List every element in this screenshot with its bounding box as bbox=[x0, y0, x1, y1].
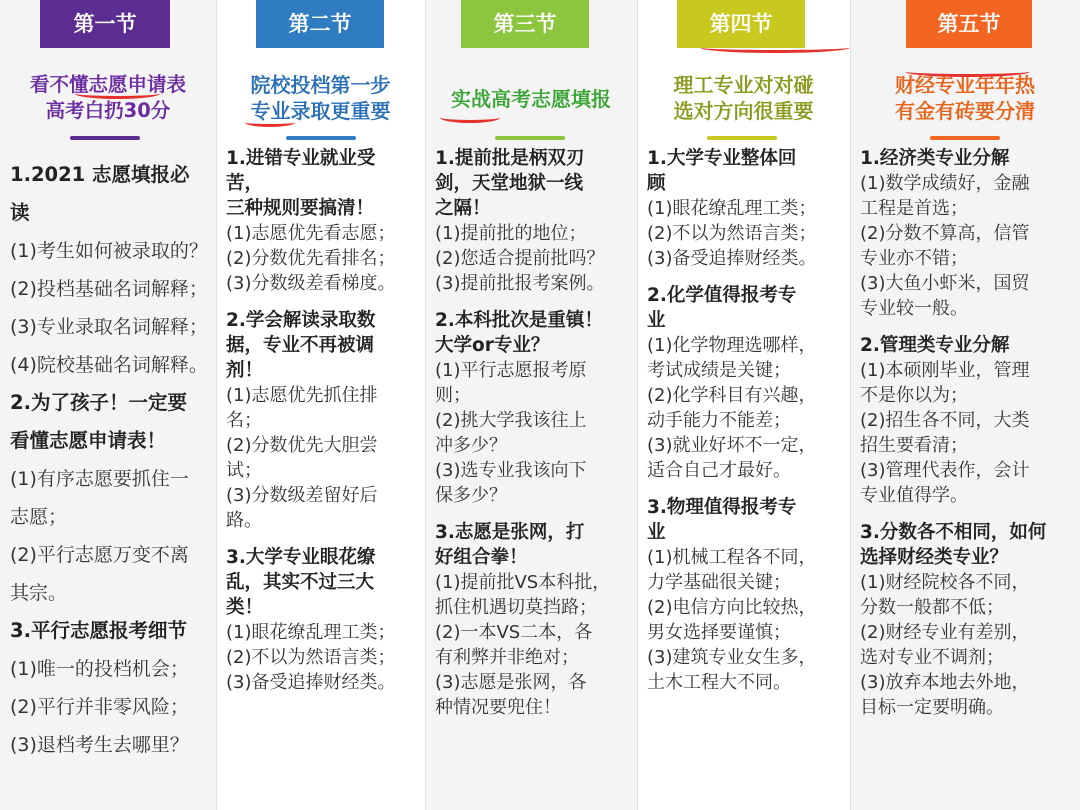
topic-item: (2)分数优先大胆尝 bbox=[226, 435, 378, 456]
topic-heading: 2.化学值得报考专 bbox=[647, 285, 797, 306]
subtitle-underline bbox=[495, 136, 565, 140]
topic-item: 保多少？ bbox=[435, 485, 507, 506]
topic-item: (2)招生各不同，大类 bbox=[860, 410, 1030, 431]
topic-heading: 2.学会解读录取数 bbox=[226, 310, 376, 331]
topic-item: (3)备受追捧财经类。 bbox=[647, 248, 817, 269]
spacer bbox=[435, 296, 633, 308]
subtitle-line: 财经专业年年热 bbox=[895, 73, 1035, 97]
topic-heading: 剂！ bbox=[226, 360, 264, 381]
topic-item: 分数一般都不低； bbox=[860, 597, 1004, 618]
topic-item: 动手能力不能差； bbox=[647, 410, 791, 431]
topic-item: (3)建筑专业女生多， bbox=[647, 647, 817, 668]
red-highlight-mark bbox=[700, 42, 850, 53]
section-subtitle bbox=[850, 72, 1080, 124]
column-1 bbox=[0, 0, 216, 810]
topic-item: 专业值得学。 bbox=[860, 485, 968, 506]
topic-item: 招生要看清； bbox=[860, 435, 968, 456]
topic-item: (3)专业录取名词解释； bbox=[10, 316, 208, 338]
topic-heading: 看懂志愿申请表！ bbox=[10, 429, 167, 452]
topic-heading: 2.管理类专业分解 bbox=[860, 335, 1010, 356]
column-4 bbox=[637, 0, 850, 810]
section-subtitle bbox=[637, 72, 850, 124]
topic-item: (1)唯一的投档机会； bbox=[10, 658, 189, 680]
topic-heading: 1.经济类专业分解 bbox=[860, 148, 1010, 169]
subtitle-underline bbox=[70, 136, 140, 140]
topic-heading: 大学or专业？ bbox=[435, 335, 550, 356]
topic-item: 选对专业不调剂； bbox=[860, 647, 1004, 668]
topic-heading: 据，专业不再被调 bbox=[226, 335, 375, 356]
topic-item: (3)就业好坏不一定， bbox=[647, 435, 817, 456]
topic-item: (1)财经院校各不同， bbox=[860, 572, 1030, 593]
topic-item: (2)电信方向比较热， bbox=[647, 597, 817, 618]
topic-item: (1)志愿优先看志愿； bbox=[226, 223, 396, 244]
topic-item: 工程是首选； bbox=[860, 198, 968, 219]
topic-item: 适合自己才最好。 bbox=[647, 460, 791, 481]
subtitle-line: 选对方向很重要 bbox=[673, 99, 814, 123]
topic-heading: 1.提前批是柄双刃 bbox=[435, 148, 585, 169]
section-tab: 第三节 bbox=[461, 0, 589, 48]
topic-item: (1)眼花缭乱理工类； bbox=[226, 622, 396, 643]
topic-item: (3)分数级差看梯度。 bbox=[226, 273, 396, 294]
topic-heading: 三种规则要搞清！ bbox=[226, 198, 375, 219]
topic-heading: 业 bbox=[647, 310, 666, 331]
topic-item: (3)备受追捧财经类。 bbox=[226, 672, 396, 693]
topic-item: (1)有序志愿要抓住一 bbox=[10, 468, 189, 490]
subtitle-underline bbox=[286, 136, 356, 140]
spacer bbox=[435, 508, 633, 520]
topic-item: (1)化学物理选哪样， bbox=[647, 335, 817, 356]
topic-item: (2)不以为然语言类； bbox=[647, 223, 817, 244]
red-highlight-mark bbox=[440, 112, 500, 123]
section-subtitle bbox=[216, 72, 425, 124]
red-highlight-mark bbox=[75, 88, 160, 99]
topic-item: 志愿； bbox=[10, 506, 68, 528]
column-divider bbox=[425, 0, 426, 810]
topic-item: (1)平行志愿报考原 bbox=[435, 360, 587, 381]
red-highlight-mark bbox=[905, 66, 1030, 77]
topic-heading: 选择财经类专业？ bbox=[860, 547, 1009, 568]
topic-heading: 3.大学专业眼花缭 bbox=[226, 547, 376, 568]
topic-heading: 业 bbox=[647, 522, 666, 543]
topic-heading: 3.物理值得报考专 bbox=[647, 497, 797, 518]
topic-item: (3)退档考生去哪里？ bbox=[10, 734, 189, 756]
topic-item: (1)提前批VS本科批， bbox=[435, 572, 611, 593]
topic-item: 不是你以为； bbox=[860, 385, 968, 406]
topic-item: (2)分数优先看排名； bbox=[226, 248, 396, 269]
topic-item: (3)大鱼小虾米，国贸 bbox=[860, 273, 1030, 294]
subtitle-line: 高考白扔30分 bbox=[45, 99, 171, 122]
topic-heading: 2.为了孩子！一定要 bbox=[10, 391, 187, 414]
topic-heading: 3.志愿是张网，打 bbox=[435, 522, 585, 543]
section-body bbox=[647, 146, 846, 695]
topic-heading: 3.平行志愿报考细节 bbox=[10, 619, 187, 642]
topic-item: (3)提前批报考案例。 bbox=[435, 273, 605, 294]
topic-item: 男女选择要谨慎； bbox=[647, 622, 791, 643]
topic-heading: 之隔！ bbox=[435, 198, 491, 219]
topic-item: (3)志愿是张网，各 bbox=[435, 672, 587, 693]
subtitle-line: 实战高考志愿填报 bbox=[451, 87, 611, 111]
section-tab: 第二节 bbox=[256, 0, 384, 48]
section-body bbox=[860, 146, 1076, 720]
subtitle-underline bbox=[930, 136, 1000, 140]
topic-item: (2)财经专业有差别， bbox=[860, 622, 1030, 643]
topic-heading: 读 bbox=[10, 201, 30, 224]
topic-item: (2)平行并非零风险； bbox=[10, 696, 189, 718]
topic-item: 种情况要兜住！ bbox=[435, 697, 561, 718]
section-body bbox=[435, 146, 633, 720]
section-body bbox=[226, 146, 421, 695]
topic-item: 则； bbox=[435, 385, 471, 406]
topic-item: (1)提前批的地位； bbox=[435, 223, 587, 244]
topic-item: (1)机械工程各不同， bbox=[647, 547, 817, 568]
subtitle-line: 有金有砖要分清 bbox=[895, 99, 1035, 123]
spacer bbox=[860, 321, 1076, 333]
column-divider bbox=[637, 0, 638, 810]
topic-item: 有利弊并非绝对； bbox=[435, 647, 579, 668]
topic-item: (2)挑大学我该往上 bbox=[435, 410, 587, 431]
topic-heading: 好组合拳！ bbox=[435, 547, 528, 568]
topic-item: (2)您适合提前批吗？ bbox=[435, 248, 605, 269]
topic-item: 力学基础很关键； bbox=[647, 572, 791, 593]
subtitle-line: 院校投档第一步 bbox=[250, 73, 391, 97]
subtitle-underline bbox=[707, 136, 777, 140]
spacer bbox=[860, 508, 1076, 520]
topic-item: 试； bbox=[226, 460, 262, 481]
topic-heading: 2.本科批次是重镇！ bbox=[435, 310, 603, 331]
topic-item: 专业亦不错； bbox=[860, 248, 968, 269]
topic-item: (1)眼花缭乱理工类； bbox=[647, 198, 817, 219]
topic-item: 冲多少？ bbox=[435, 435, 507, 456]
topic-item: 土木工程大不同。 bbox=[647, 672, 791, 693]
topic-item: 路。 bbox=[226, 510, 262, 531]
topic-item: 名； bbox=[226, 410, 262, 431]
topic-item: (2)一本VS二本，各 bbox=[435, 622, 593, 643]
topic-item: (3)管理代表作，会计 bbox=[860, 460, 1030, 481]
section-subtitle bbox=[425, 86, 637, 112]
topic-item: (2)平行志愿万变不离 bbox=[10, 544, 189, 566]
spacer bbox=[226, 296, 421, 308]
topic-heading: 顾 bbox=[647, 173, 666, 194]
column-5 bbox=[850, 0, 1080, 810]
section-tab: 第五节 bbox=[906, 0, 1032, 48]
subtitle-line: 专业录取更重要 bbox=[250, 99, 391, 123]
topic-item: (3)分数级差留好后 bbox=[226, 485, 378, 506]
topic-heading: 1.大学专业整体回 bbox=[647, 148, 797, 169]
topic-item: (2)不以为然语言类； bbox=[226, 647, 396, 668]
column-divider bbox=[850, 0, 851, 810]
topic-item: (2)投档基础名词解释； bbox=[10, 278, 208, 300]
section-body bbox=[10, 156, 212, 764]
spacer bbox=[647, 271, 846, 283]
topic-item: (2)分数不算高，信管 bbox=[860, 223, 1030, 244]
topic-item: 抓住机遇切莫挡路； bbox=[435, 597, 597, 618]
topic-item: (2)化学科目有兴趣， bbox=[647, 385, 817, 406]
topic-item: 考试成绩是关键； bbox=[647, 360, 791, 381]
topic-heading: 剑，天堂地狱一线 bbox=[435, 173, 584, 194]
topic-item: (1)本硕刚毕业，管理 bbox=[860, 360, 1030, 381]
subtitle-line: 看不懂志愿申请表 bbox=[29, 73, 186, 96]
red-highlight-mark bbox=[245, 118, 295, 127]
spacer bbox=[226, 533, 421, 545]
topic-item: (4)院校基础名词解释。 bbox=[10, 354, 208, 376]
subtitle-line: 理工专业对对碰 bbox=[673, 73, 814, 97]
topic-item: (3)放弃本地去外地， bbox=[860, 672, 1030, 693]
section-tab: 第四节 bbox=[677, 0, 805, 48]
topic-heading: 3.分数各不相同，如何 bbox=[860, 522, 1047, 543]
topic-heading: 1.2021 志愿填报必 bbox=[10, 163, 190, 186]
topic-item: 目标一定要明确。 bbox=[860, 697, 1004, 718]
topic-item: (1)志愿优先抓住排 bbox=[226, 385, 378, 406]
topic-item: 专业较一般。 bbox=[860, 298, 968, 319]
topic-heading: 类！ bbox=[226, 597, 264, 618]
column-divider bbox=[216, 0, 217, 810]
spacer bbox=[647, 483, 846, 495]
section-tab: 第一节 bbox=[40, 0, 170, 48]
topic-item: (1)数学成绩好，金融 bbox=[860, 173, 1030, 194]
topic-heading: 乱，其实不过三大 bbox=[226, 572, 375, 593]
topic-item: 其宗。 bbox=[10, 582, 68, 604]
topic-heading: 1.进错专业就业受 bbox=[226, 148, 376, 169]
topic-item: (3)选专业我该向下 bbox=[435, 460, 587, 481]
topic-heading: 苦， bbox=[226, 173, 264, 194]
topic-item: (1)考生如何被录取的？ bbox=[10, 240, 208, 262]
